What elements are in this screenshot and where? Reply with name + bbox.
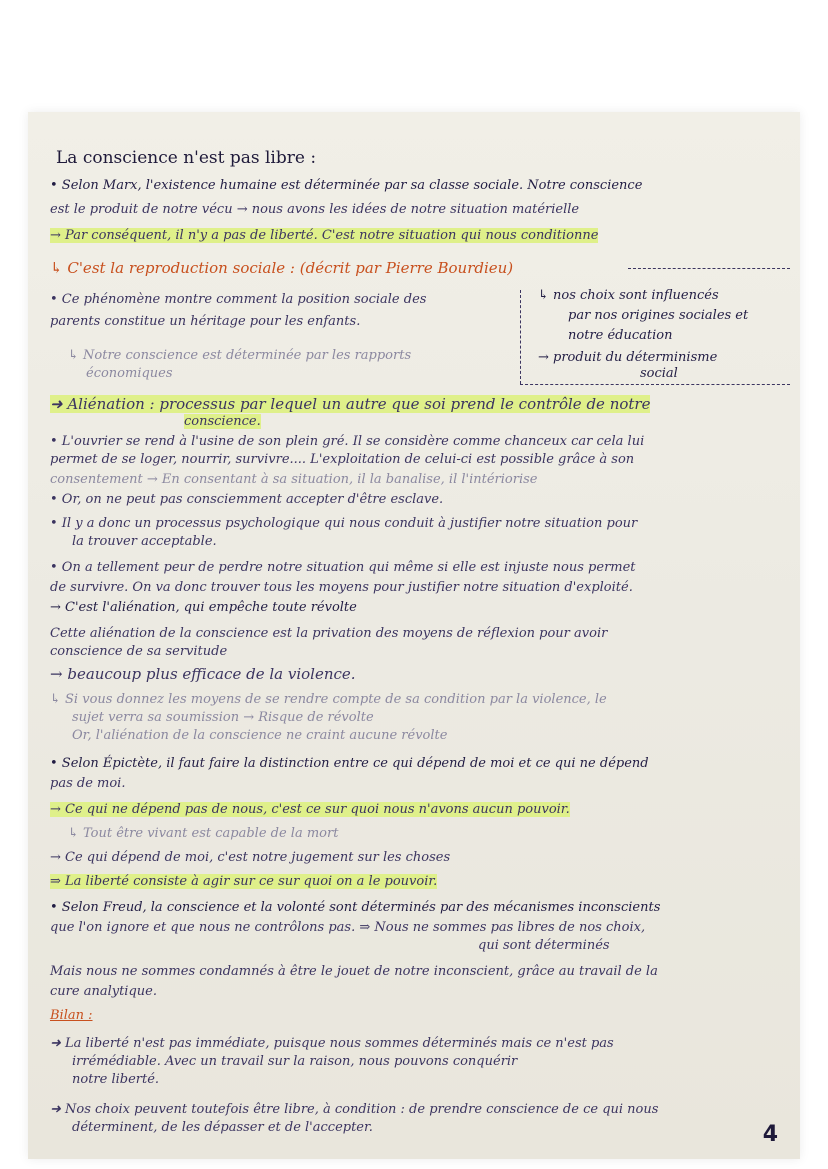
bilan-line-3: notre liberté. <box>72 1072 160 1087</box>
dashed-bracket-top <box>628 268 790 269</box>
alienation-definition <box>50 396 650 412</box>
depend-de-moi-line: → Ce qui dépend de moi, c'est notre jugement sur les choses <box>50 850 451 865</box>
peur-line-2: de survivre. On va donc trouver tous les moyens pour justifier notre situation d'exploité. <box>50 580 633 595</box>
dashed-bracket-bottom <box>520 384 790 385</box>
alienation-definition-2 <box>184 414 261 430</box>
bilan-line-1: ➜ La liberté n'est pas immédiate, puisque nous sommes déterminés mais ce n'est pas <box>50 1036 614 1051</box>
cure-line-1: Mais nous ne sommes condamnés à être le jouet de notre inconscient, grâce au travail de la <box>50 964 658 979</box>
marx-line-2: est le produit de notre vécu → nous avons les idées de notre situation matérielle <box>50 202 580 217</box>
alienation-conscience-line-3: → beaucoup plus efficace de la violence. <box>50 665 356 683</box>
cure-line-2: cure analytique. <box>50 984 157 999</box>
violence-line-3: Or, l'aliénation de la conscience ne craint aucune révolte <box>72 728 448 743</box>
peur-line-3: → C'est l'aliénation, qui empêche toute révolte <box>50 600 357 615</box>
marx-line-3 <box>50 228 598 244</box>
bourdieu-line-2: parents constitue un héritage pour les enfants. <box>50 314 361 329</box>
esclave-line: • Or, on ne peut pas consciemment accepter d'être esclave. <box>50 492 444 507</box>
liberte-consiste-text: ⇒ La liberté consiste à agir sur ce sur quoi on a le pouvoir. <box>50 874 438 889</box>
dashed-bracket-vertical <box>520 290 521 384</box>
processus-line-1: • Il y a donc un processus psychologique qui nous conduit à justifier notre situation pour <box>50 516 638 531</box>
freud-line-2: que l'on ignore et que nous ne contrôlons pas. ⇒ Nous ne sommes pas libres de nos choix, <box>50 920 646 935</box>
freud-line-3: qui sont déterminés <box>478 938 610 953</box>
bilan-heading: Bilan : <box>50 1008 93 1023</box>
bourdieu-line-1: • Ce phénomène montre comment la position sociale des <box>50 292 427 307</box>
bilan-line-5: déterminent, de les dépasser et de l'accepter. <box>72 1120 373 1135</box>
ne-depend-pas-text: → Ce qui ne dépend pas de nous, c'est ce sur quoi nous n'avons aucun pouvoir. <box>50 802 570 817</box>
epictete-line-2: pas de moi. <box>50 776 126 791</box>
peur-line-1: • On a tellement peur de perdre notre situation qui même si elle est injuste nous permet <box>50 560 636 575</box>
bilan-line-2: irrémédiable. Avec un travail sur la raison, nous pouvons conquérir <box>72 1054 518 1069</box>
violence-line-2: sujet verra sa soumission → Risque de révolte <box>72 710 374 725</box>
ouvrier-line-2: permet de se loger, nourrir, survivre.... L'exploitation de celui-ci est possible grâce à son <box>50 452 635 467</box>
alienation-definition-text-2: conscience. <box>184 414 261 429</box>
processus-line-2: la trouver acceptable. <box>72 534 217 549</box>
determinisme-line-2: social <box>640 366 678 381</box>
alienation-conscience-line-1: Cette aliénation de la conscience est la privation des moyens de réflexion pour avoir <box>50 626 608 641</box>
marx-line-1: • Selon Marx, l'existence humaine est déterminée par sa classe sociale. Notre conscience <box>50 178 643 193</box>
liberte-consiste-line <box>50 874 437 890</box>
rapports-economiques-line-2: économiques <box>86 366 173 381</box>
choix-influences-line-3: notre éducation <box>568 328 673 343</box>
determinisme-line-1: → produit du déterminisme <box>538 350 718 365</box>
ne-depend-pas-line <box>50 802 570 818</box>
choix-influences-line-1: ↳ nos choix sont influencés <box>538 288 719 303</box>
choix-influences-line-2: par nos origines sociales et <box>568 308 749 323</box>
alienation-conscience-line-2: conscience de sa servitude <box>50 644 228 659</box>
freud-line-1: • Selon Freud, la conscience et la volonté sont déterminés par des mécanismes inconscients <box>50 900 661 915</box>
epictete-line-1: • Selon Épictète, il faut faire la distinction entre ce qui dépend de moi et ce qui ne dépend <box>50 756 649 771</box>
ouvrier-line-1: • L'ouvrier se rend à l'usine de son plein gré. Il se considère comme chanceux car cela lui <box>50 434 645 449</box>
reproduction-sociale-heading: ↳ C'est la reproduction sociale : (décrit par Pierre Bourdieu) <box>50 259 514 277</box>
bilan-line-4: ➜ Nos choix peuvent toutefois être libre, à condition : de prendre conscience de ce qui nous <box>50 1102 659 1117</box>
alienation-definition-text: ➜ Aliénation : processus par lequel un autre que soi prend le contrôle de notre <box>50 395 651 413</box>
etre-vivant-line: ↳ Tout être vivant est capable de la mort <box>68 826 339 841</box>
violence-line-1: ↳ Si vous donnez les moyens de se rendre compte de sa condition par la violence, le <box>50 692 607 707</box>
rapports-economiques-line-1: ↳ Notre conscience est déterminée par les rapports <box>68 348 412 363</box>
page-number: 4 <box>762 1122 778 1147</box>
marx-conclusion: → Par conséquent, il n'y a pas de liberté. C'est notre situation qui nous conditionne <box>50 228 599 243</box>
page-title: La conscience n'est pas libre : <box>56 148 317 168</box>
ouvrier-line-3: consentement → En consentant à sa situation, il la banalise, il l'intériorise <box>50 472 538 487</box>
notebook-page <box>28 112 800 1159</box>
